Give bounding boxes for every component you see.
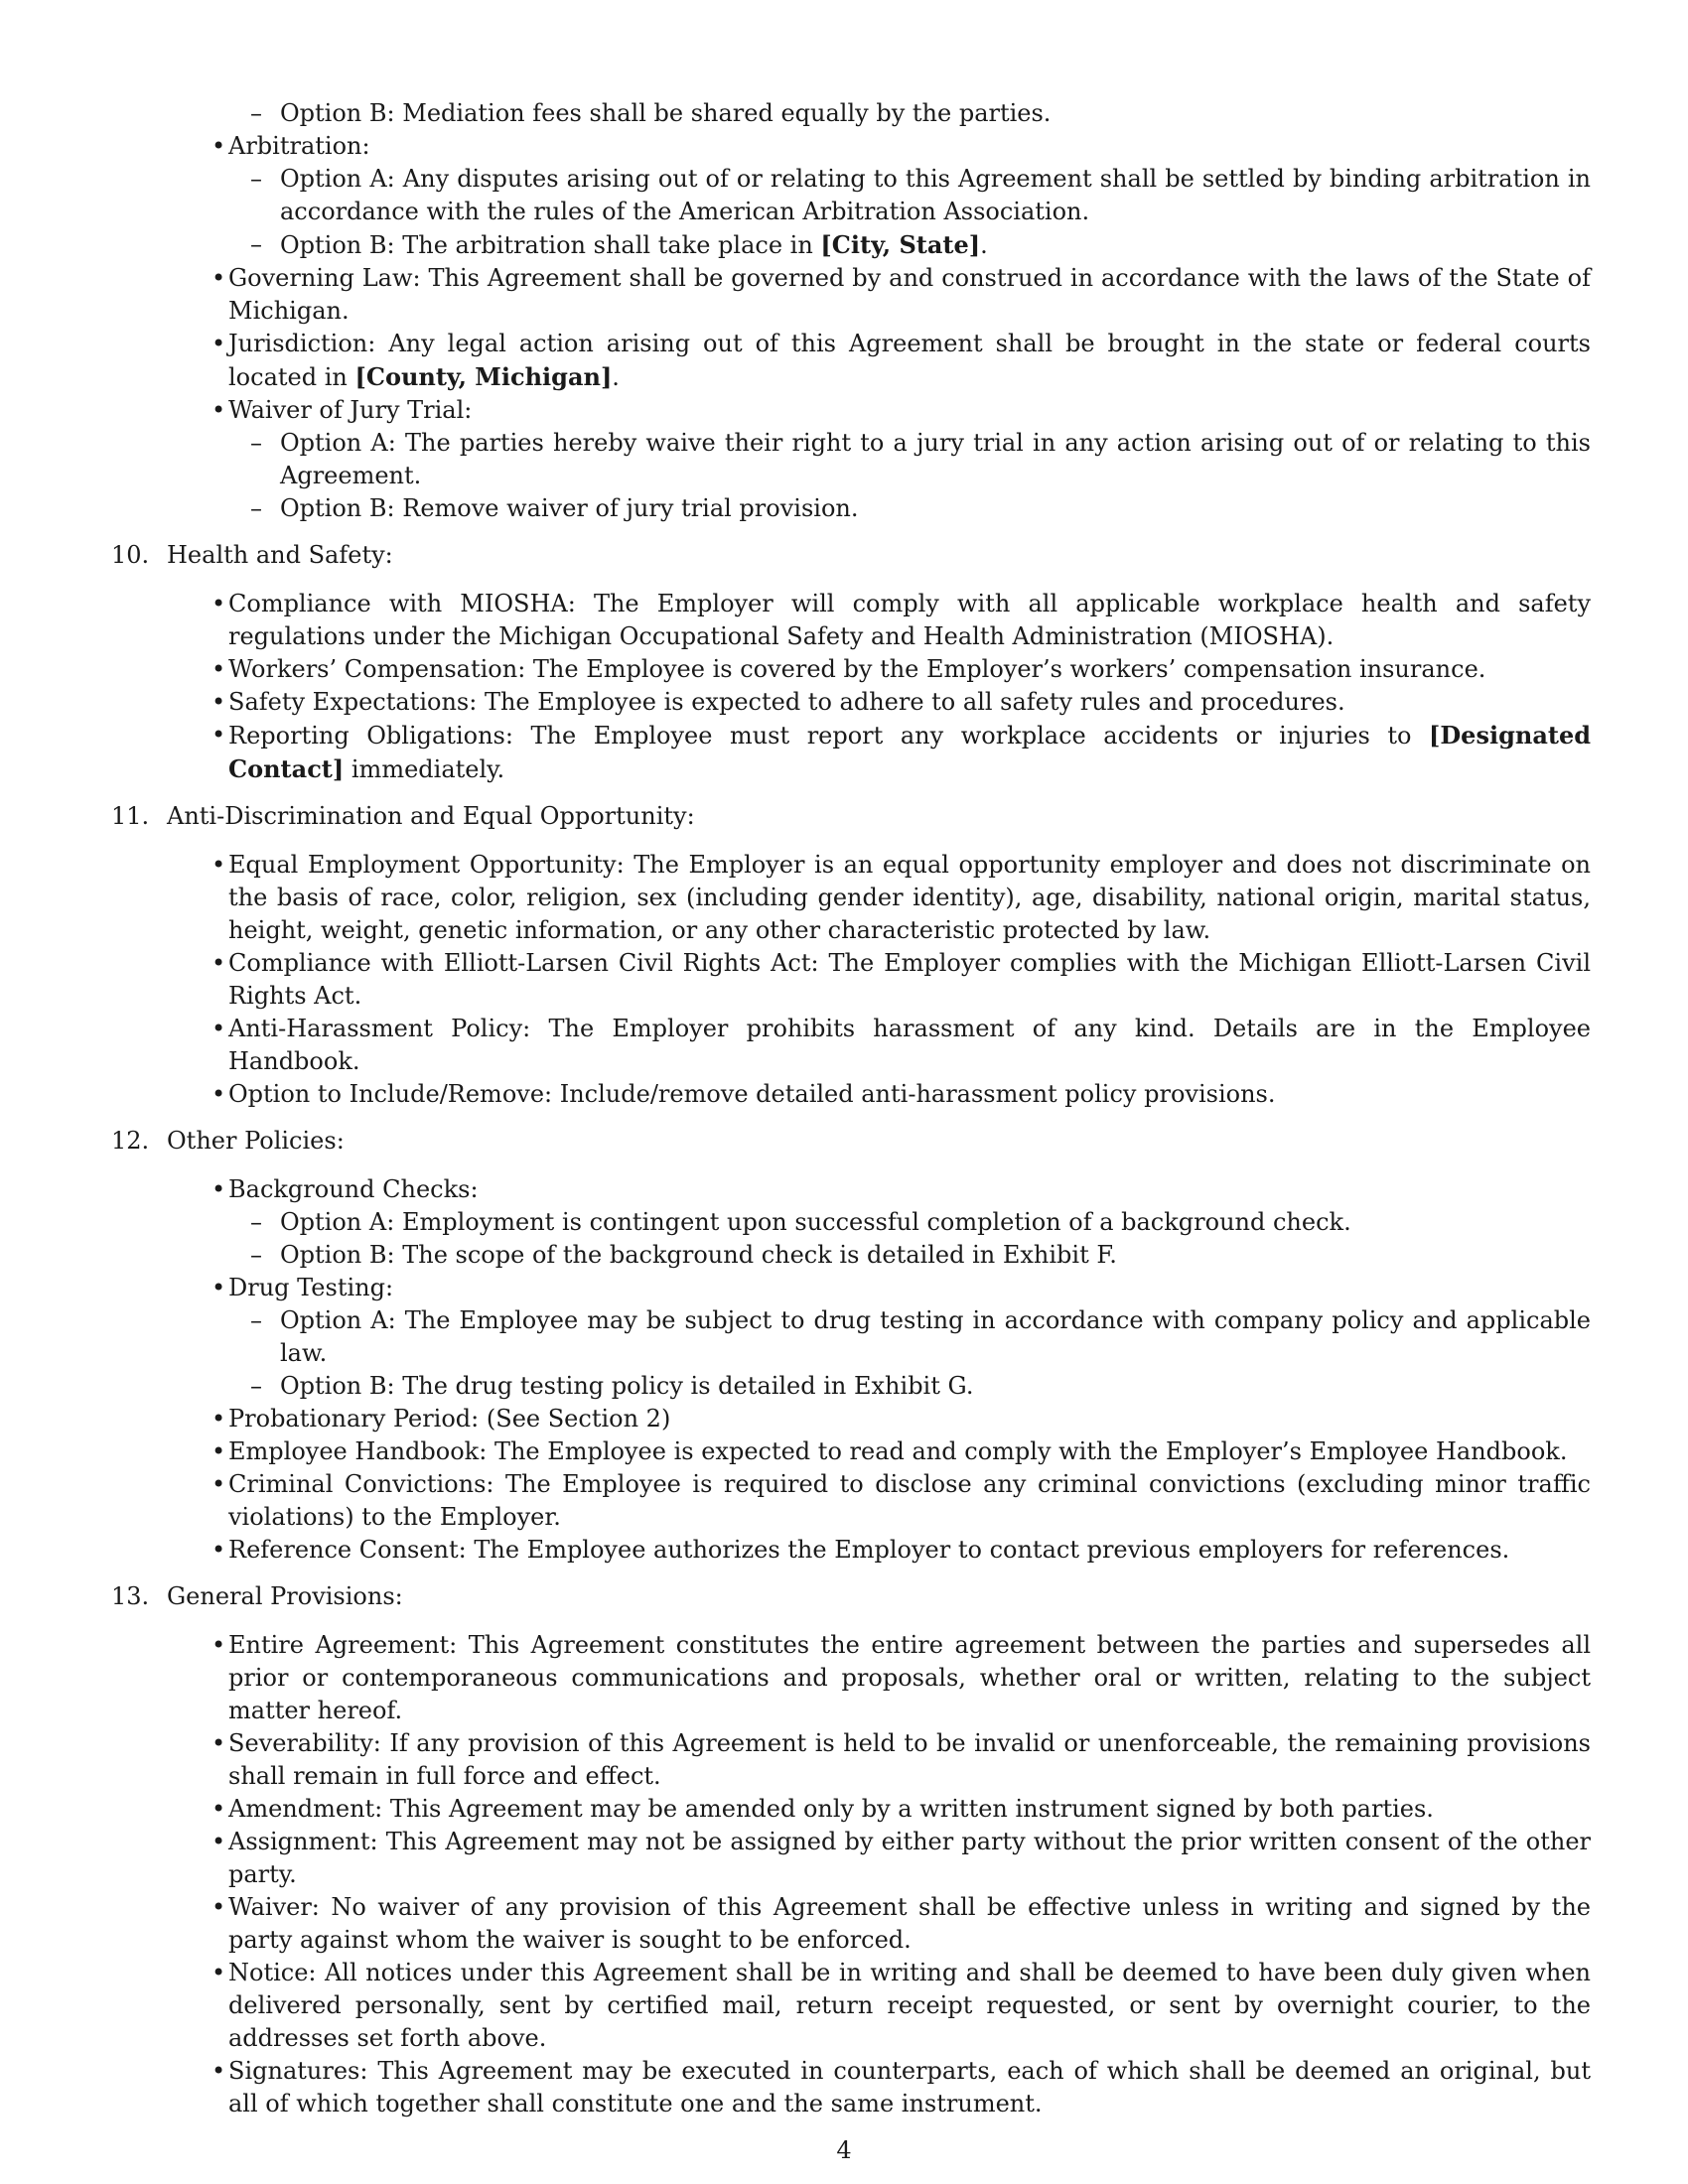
list-item-text: Workers’ Compensation: The Employee is covered by the Employer’s workers’ compensation insurance. xyxy=(228,655,1486,683)
list-item xyxy=(111,947,1591,1013)
list-item-text: Compliance with Elliott-Larsen Civil Rights Act: The Employer complies with the Michigan Elliott-Larsen Civil Rights Act. xyxy=(228,949,1591,1010)
list-item-text: immediately. xyxy=(344,755,505,783)
list-item xyxy=(111,1826,1591,1891)
bullet-marker: • xyxy=(211,1405,226,1433)
sub-item xyxy=(111,1370,1591,1403)
bullet-marker: • xyxy=(211,721,226,749)
bullet-marker: • xyxy=(211,1893,226,1921)
sub-item-text: . xyxy=(980,231,988,259)
bullet-marker: • xyxy=(211,590,226,617)
list-item xyxy=(111,1173,1591,1206)
section-number: 11. xyxy=(111,802,150,830)
sub-item xyxy=(111,1239,1591,1272)
list-item xyxy=(111,588,1591,653)
bullet-marker: • xyxy=(211,1536,226,1564)
list-item xyxy=(111,130,1591,163)
sub-item-text: Option B: Remove waiver of jury trial provision. xyxy=(280,494,859,522)
dash-marker: – xyxy=(250,1241,262,1269)
sub-item xyxy=(111,427,1591,492)
list-item-text: Signatures: This Agreement may be executed in counterparts, each of which shall be deemed an original, but all of which together shall constitute one and the same instrument. xyxy=(228,2057,1591,2117)
list-item xyxy=(111,2055,1591,2120)
page-number: 4 xyxy=(836,2136,852,2164)
list-item-text: Assignment: This Agreement may not be assigned by either party without the prior written consent of the other party. xyxy=(228,1828,1591,1888)
section-heading xyxy=(111,539,1591,572)
bullet-marker: • xyxy=(211,1015,226,1042)
placeholder-field: [Designated Contact] xyxy=(228,721,1591,783)
dash-marker: – xyxy=(250,1208,262,1236)
list-item xyxy=(111,394,1591,427)
sub-item-text: Option B: The arbitration shall take place in xyxy=(280,231,821,259)
list-item-text: Notice: All notices under this Agreement shall be in writing and shall be deemed to have been duly given when delivered personally, sent by certified mail, return receipt requested, or sent by overnight courier, to the addresses set forth above. xyxy=(228,1959,1591,2052)
bullet-marker: • xyxy=(211,330,226,357)
list-item xyxy=(111,328,1591,394)
sub-item-text: Option A: The Employee may be subject to drug testing in accordance with company policy and applicable law. xyxy=(280,1306,1591,1367)
list-item xyxy=(111,1891,1591,1957)
bullet-marker: • xyxy=(211,264,226,292)
bullet-marker: • xyxy=(211,1274,226,1301)
section-heading xyxy=(111,1580,1591,1613)
list-item-text: Waiver: No waiver of any provision of this Agreement shall be effective unless in writing and signed by the party against whom the waiver is sought to be enforced. xyxy=(228,1893,1591,1954)
list-item-text: Background Checks: xyxy=(228,1175,479,1203)
list-item xyxy=(111,686,1591,719)
list-item-text: Jurisdiction: Any legal action arising out of this Agreement shall be brought in the state or federal courts located in xyxy=(228,330,1591,391)
bullet-marker: • xyxy=(211,2057,226,2085)
list-item xyxy=(111,1629,1591,1727)
list-item-text: Drug Testing: xyxy=(228,1274,394,1301)
dash-marker: – xyxy=(250,1306,262,1334)
document-body xyxy=(111,97,1591,2120)
sub-item-text: Option B: The drug testing policy is detailed in Exhibit G. xyxy=(280,1372,974,1400)
list-item xyxy=(111,1272,1591,1304)
list-item-text: Reference Consent: The Employee authorizes the Employer to contact previous employers for references. xyxy=(228,1536,1510,1564)
section-heading xyxy=(111,1125,1591,1158)
list-item xyxy=(111,1078,1591,1111)
list-item-text: Probationary Period: (See Section 2) xyxy=(228,1405,671,1433)
list-item xyxy=(111,1793,1591,1826)
sub-item xyxy=(111,492,1591,525)
dash-marker: – xyxy=(250,494,262,522)
list-item xyxy=(111,1727,1591,1793)
list-item-text: Reporting Obligations: The Employee must report any workplace accidents or injuries to xyxy=(228,722,1430,750)
bullet-marker: • xyxy=(211,851,226,879)
sub-item-text: Option B: Mediation fees shall be shared equally by the parties. xyxy=(280,99,1052,127)
list-item-text: Arbitration: xyxy=(228,132,370,160)
sub-item xyxy=(111,163,1591,228)
list-item xyxy=(111,1534,1591,1567)
bullet-marker: • xyxy=(211,1080,226,1108)
placeholder-field: [County, Michigan] xyxy=(354,362,613,391)
list-item-text: Amendment: This Agreement may be amended only by a written instrument signed by both parties. xyxy=(228,1795,1434,1823)
list-item-text: Governing Law: This Agreement shall be governed by and construed in accordance with the laws of the State of Michigan. xyxy=(228,264,1591,325)
dash-marker: – xyxy=(250,99,262,127)
section-title: Other Policies: xyxy=(167,1127,345,1155)
dash-marker: – xyxy=(250,1372,262,1400)
list-item xyxy=(111,653,1591,686)
list-item-text: Entire Agreement: This Agreement constitutes the entire agreement between the parties and supersedes all prior or contemporaneous communications and proposals, whether oral or written, relating to the subject matter hereof. xyxy=(228,1631,1591,1724)
list-item xyxy=(111,1957,1591,2055)
bullet-marker: • xyxy=(211,132,226,160)
list-item-text: Severability: If any provision of this Agreement is held to be invalid or unenforceable, the remaining provisions shall remain in full force and effect. xyxy=(228,1729,1591,1790)
bullet-marker: • xyxy=(211,655,226,683)
sub-item-text: Option A: The parties hereby waive their right to a jury trial in any action arising out of or relating to this Agreement. xyxy=(280,429,1591,489)
list-item-text: Waiver of Jury Trial: xyxy=(228,396,473,424)
bullet-marker: • xyxy=(211,1470,226,1498)
list-item xyxy=(111,1435,1591,1468)
section-title: Health and Safety: xyxy=(167,541,393,569)
section-number: 13. xyxy=(111,1582,150,1610)
section-title: Anti-Discrimination and Equal Opportunity: xyxy=(167,802,695,830)
bullet-marker: • xyxy=(211,1795,226,1823)
bullet-marker: • xyxy=(211,1437,226,1465)
placeholder-field: [City, State] xyxy=(820,230,981,259)
section-number: 12. xyxy=(111,1127,150,1155)
section-heading xyxy=(111,800,1591,833)
list-item xyxy=(111,1468,1591,1534)
sub-item xyxy=(111,1304,1591,1370)
list-item xyxy=(111,262,1591,328)
list-item-text: . xyxy=(612,363,620,391)
sub-item xyxy=(111,228,1591,262)
sub-item-text: Option A: Any disputes arising out of or relating to this Agreement shall be settled by binding arbitration in accordance with the rules of the American Arbitration Association. xyxy=(280,165,1591,225)
bullet-marker: • xyxy=(211,1959,226,1986)
bullet-marker: • xyxy=(211,1631,226,1659)
dash-marker: – xyxy=(250,165,262,193)
bullet-marker: • xyxy=(211,1175,226,1203)
bullet-marker: • xyxy=(211,688,226,716)
sub-item xyxy=(111,97,1591,130)
list-item-text: Option to Include/Remove: Include/remove detailed anti-harassment policy provisions. xyxy=(228,1080,1276,1108)
list-item-text: Compliance with MIOSHA: The Employer will comply with all applicable workplace health and safety regulations under the Michigan Occupational Safety and Health Administration (MIOSHA). xyxy=(228,590,1591,650)
list-item-text: Criminal Convictions: The Employee is required to disclose any criminal convictions (excluding minor traffic violations) to the Employer. xyxy=(228,1470,1591,1531)
bullet-marker: • xyxy=(211,396,226,424)
section-number: 10. xyxy=(111,541,150,569)
list-item xyxy=(111,1403,1591,1435)
sub-item-text: Option A: Employment is contingent upon successful completion of a background check. xyxy=(280,1208,1351,1236)
list-item-text: Employee Handbook: The Employee is expected to read and comply with the Employer’s Employee Handbook. xyxy=(228,1437,1568,1465)
bullet-marker: • xyxy=(211,1828,226,1855)
sub-item-text: Option B: The scope of the background check is detailed in Exhibit F. xyxy=(280,1241,1117,1269)
dash-marker: – xyxy=(250,429,262,457)
section-title: General Provisions: xyxy=(167,1582,403,1610)
list-item-text: Equal Employment Opportunity: The Employer is an equal opportunity employer and does not discriminate on the basis of race, color, religion, sex (including gender identity), age, disability, national origin, marital status, height, weight, genetic information, or any other characteristic protected by law. xyxy=(228,851,1591,944)
list-item-text: Safety Expectations: The Employee is expected to adhere to all safety rules and procedures. xyxy=(228,688,1345,716)
sub-item xyxy=(111,1206,1591,1239)
list-item xyxy=(111,719,1591,786)
list-item-text: Anti-Harassment Policy: The Employer prohibits harassment of any kind. Details are in the Employee Handbook. xyxy=(228,1015,1591,1075)
bullet-marker: • xyxy=(211,949,226,977)
bullet-marker: • xyxy=(211,1729,226,1757)
dash-marker: – xyxy=(250,230,262,258)
list-item xyxy=(111,849,1591,947)
list-item xyxy=(111,1013,1591,1078)
